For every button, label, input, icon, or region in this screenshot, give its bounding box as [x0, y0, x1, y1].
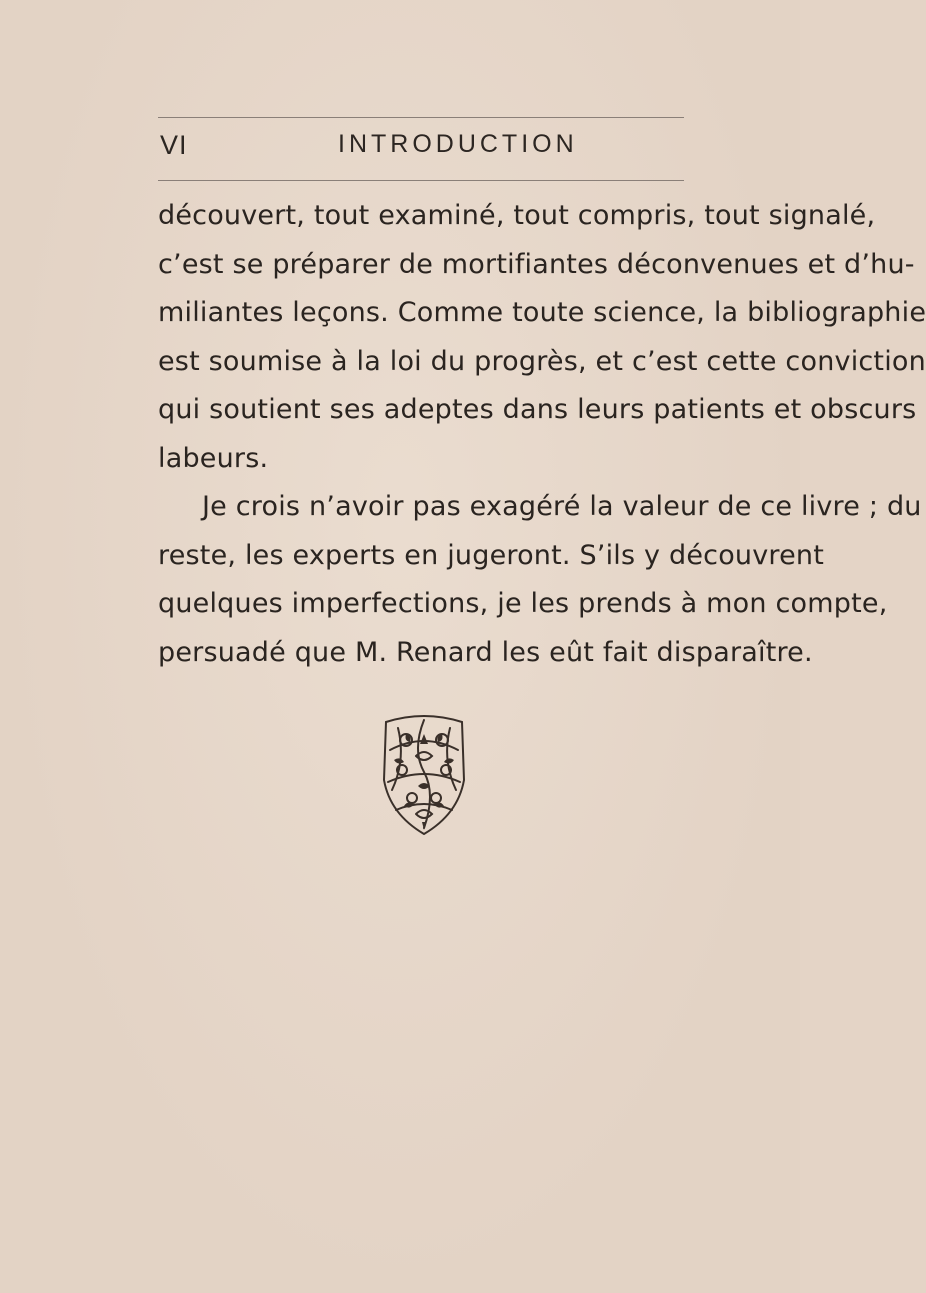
text-line: c’est se préparer de mortifiantes déconvenues et d’hu- [158, 248, 915, 280]
running-title: INTRODUCTION [338, 130, 578, 158]
text-line: labeurs. [158, 442, 269, 474]
page-number: VI [160, 130, 188, 160]
text-line: qui soutient ses adeptes dans leurs patients et obscurs [158, 394, 917, 425]
text-line: Je crois n’avoir pas exagéré la valeur de ce livre ; du [202, 491, 922, 522]
running-head [158, 130, 684, 170]
text-line: miliantes leçons. Comme toute science, la bibliographie [158, 297, 926, 328]
bottom-rule [158, 180, 684, 181]
text-line: persuadé que M. Renard les eût fait disparaître. [158, 636, 813, 668]
body-text [158, 192, 926, 677]
text-line: découvert, tout examiné, tout compris, tout signalé, [158, 200, 876, 231]
text-line: est soumise à la loi du progrès, et c’est cette conviction [158, 345, 926, 377]
top-rule [158, 117, 684, 118]
floral-cul-de-lampe-icon [376, 710, 472, 836]
text-line: quelques imperfections, je les prends à mon compte, [158, 588, 888, 619]
text-line: reste, les experts en jugeront. S’ils y découvrent [158, 539, 825, 571]
